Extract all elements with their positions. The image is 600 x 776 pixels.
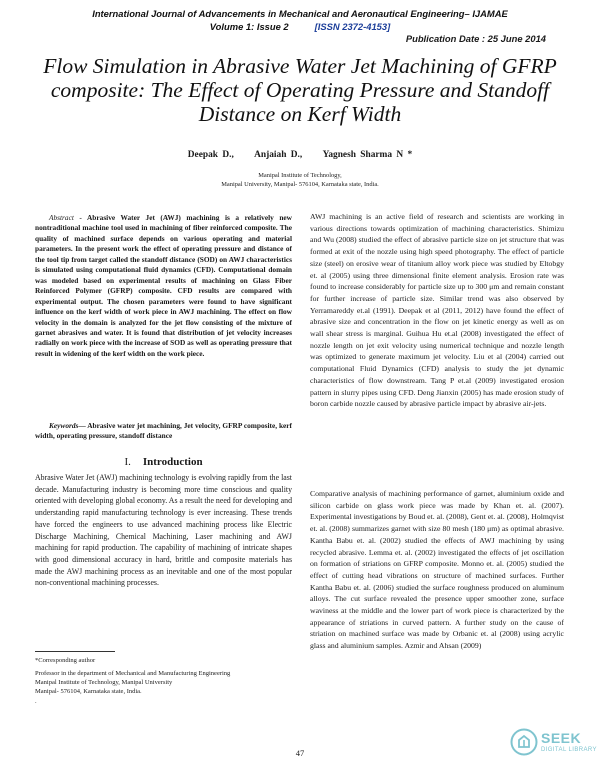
volume-issn-line	[0, 21, 600, 32]
footnote-line: Manipal- 576104, Karnataka state, India.	[35, 688, 142, 695]
author-list	[0, 150, 600, 160]
introduction-text: Abrasive Water Jet (AWJ) machining technology is evolving rapidly from the last decade. Manufacturing industry is becoming more time conscious and quality oriented with developing global economy. As a result the need for developing and understanding rapid manufacturing technology is ever increasing. These trends have forced the engineers to use advanced machining process like Electric Discharge Machining, Chemical Machining, Laser machining and AWJ machining for rapid production. The capability of machining of intricate shapes with good dimensional accuracy in hard, brittle and composite materials has made the AWJ machining process as an inevitable and one of the most popular non-conventional machining processes.	[35, 473, 292, 588]
page-number: 47	[295, 748, 305, 758]
keywords-text: — Abrasive water jet machining, Jet velocity, GFRP composite, kerf width, operating pressure, standoff distance	[35, 421, 292, 441]
abstract-text: - Abrasive Water Jet (AWJ) machining is a relatively new nontraditional machine tool used in machining of fiber reinforced composite. The quality of machined surface depends on various operating and material parameters. In the present work the effect of operating pressure and distance of the tool tip from target called the standoff distance (SOD) on AWJ characteristics is simulated using computational fluid dynamics (CFD). Computational domain was modeled based on experimental results of machining on Glass Fiber Reinforced Polymer (GFRP) composite. CFD results are compared with experimental output. The chosen parameters were found to have significant influence on the kerf width of work piece in AWJ machining. The effect on flow velocity in the domain is analyzed for the jet flow consisting of the mixture of garnet abrasives and water. It is found that distribution of jet velocity increases radially on work piece with the increase of SOD as well as operating pressure that result in widening of the kerf width on the work piece.	[35, 213, 292, 358]
seek-subtitle: DIGITAL LIBRARY	[541, 747, 597, 753]
keywords	[35, 421, 292, 442]
seek-title: SEEK	[541, 730, 582, 746]
section-title: Introduction	[142, 456, 203, 468]
journal-header: International Journal of Advancements in Mechanical and Aeronautical Engineering– IJAMAE	[92, 8, 508, 19]
footnote-line: .	[35, 698, 37, 705]
author-name: Deepak D.,	[187, 150, 234, 160]
footnote-line: *Corresponding author	[35, 657, 96, 664]
paper-title: Flow Simulation in Abrasive Water Jet Machining of GFRP composite: The Effect of Operating Pressure and Standoff Distance on Kerf Width	[43, 54, 557, 126]
author-name: Yagnesh Sharma N *	[322, 150, 413, 160]
seek-watermark	[510, 724, 600, 766]
publication-date: Publication Date : 25 June 2014	[405, 33, 546, 44]
seek-logo-icon	[510, 728, 538, 756]
abstract	[35, 213, 292, 359]
keywords-label: Keywords	[49, 421, 79, 430]
footnote-line: Manipal Institute of Technology, Manipal University	[35, 679, 173, 686]
affiliation-line: Manipal Institute of Technology,	[258, 172, 342, 179]
body-paragraph: AWJ machining is an active field of research and scientists are working in various directions towards optimization of machining characteristics. Shimizu and Wu (2008) studied the effect of abrasive particle size on jet structure that was formed at exit of the nozzle using high speed photography. The effect of particle size (steel) on erosive wear of titanium alloy work piece was studied by Eltobgy et. al (2005) using three dimensional finite element analysis. Erosion rate was found to increase considerably for particle size up to 300 μm and remain constant for further increase of particle size. Similar trend was also observed by Yerramareddy et.al (1991). Deepak et al (2011, 2012) have found the effect of abrasive size and concentration in the flow on jet kinetic energy as well as on wall shear stress is marginal. Guihua Hu et.al (2008) investigated the effect of nozzle length on jet exit velocity using numerical technique and nozzle length was optimized to generate maximum jet velocity. Liu et al (2004) carried out computational Fluid Dynamics (CFD) analysis to study the jet dynamic characteristics of flow downstream. Tang P et.al (2009) investigated erosion pattern in slurry pipes using CFD. Deng Jianxin (2005) has made erosion study of boron carbide nozzle caused by abrasive particle impact by abrasive air-jets.	[310, 212, 564, 409]
footnote-divider	[35, 651, 115, 652]
body-paragraph: Comparative analysis of machining performance of garnet, aluminium oxide and silicon carbide on glass work piece was made by Khan et. al. (2007). Experimental investigations by Boud et. al. (2008), Gent et. al. (2008), Holmqvist et. al. (2008) summarizes garnet with size 80 mesh (180 μm) as optimal abrasive. Kantha Babu et. al. (2002) studied the effects of AWJ machining by using recycled abrasive. Lemma et. al. (2002) investigated the effects of jet oscillation on formation of striations on GFRP composite. Monno et. al. (2005) studied the effect of cutting head vibrations on structure of machined surfaces. Further Kantha Babu et. al. (2006) studied the surface roughness produced on aluminum alloys. The cut surface revealed the presence upper smoother zone, surface waviness at the middle and the lower part of work piece is characterized by the appearance of striations in curved pattern. A further study on the cause of striation on machined surface was made by Orbanic et. al (2008) using acrylic glass and aluminium samples. Azmir and Ahsan (2009)	[310, 489, 564, 651]
affiliation-line: Manipal University, Manipal- 576104, Karnataka state, India.	[221, 181, 379, 188]
author-name: Anjaiah D.,	[254, 150, 303, 160]
abstract-label: Abstract	[49, 213, 74, 222]
issn-label: [ISSN 2372-4153]	[314, 21, 391, 32]
section-number: I.	[124, 456, 131, 468]
volume-label: Volume 1: Issue 2	[209, 21, 289, 32]
section-heading	[35, 456, 292, 468]
footnote-line: Professor in the department of Mechanical and Manufacturing Engineering	[35, 670, 231, 677]
